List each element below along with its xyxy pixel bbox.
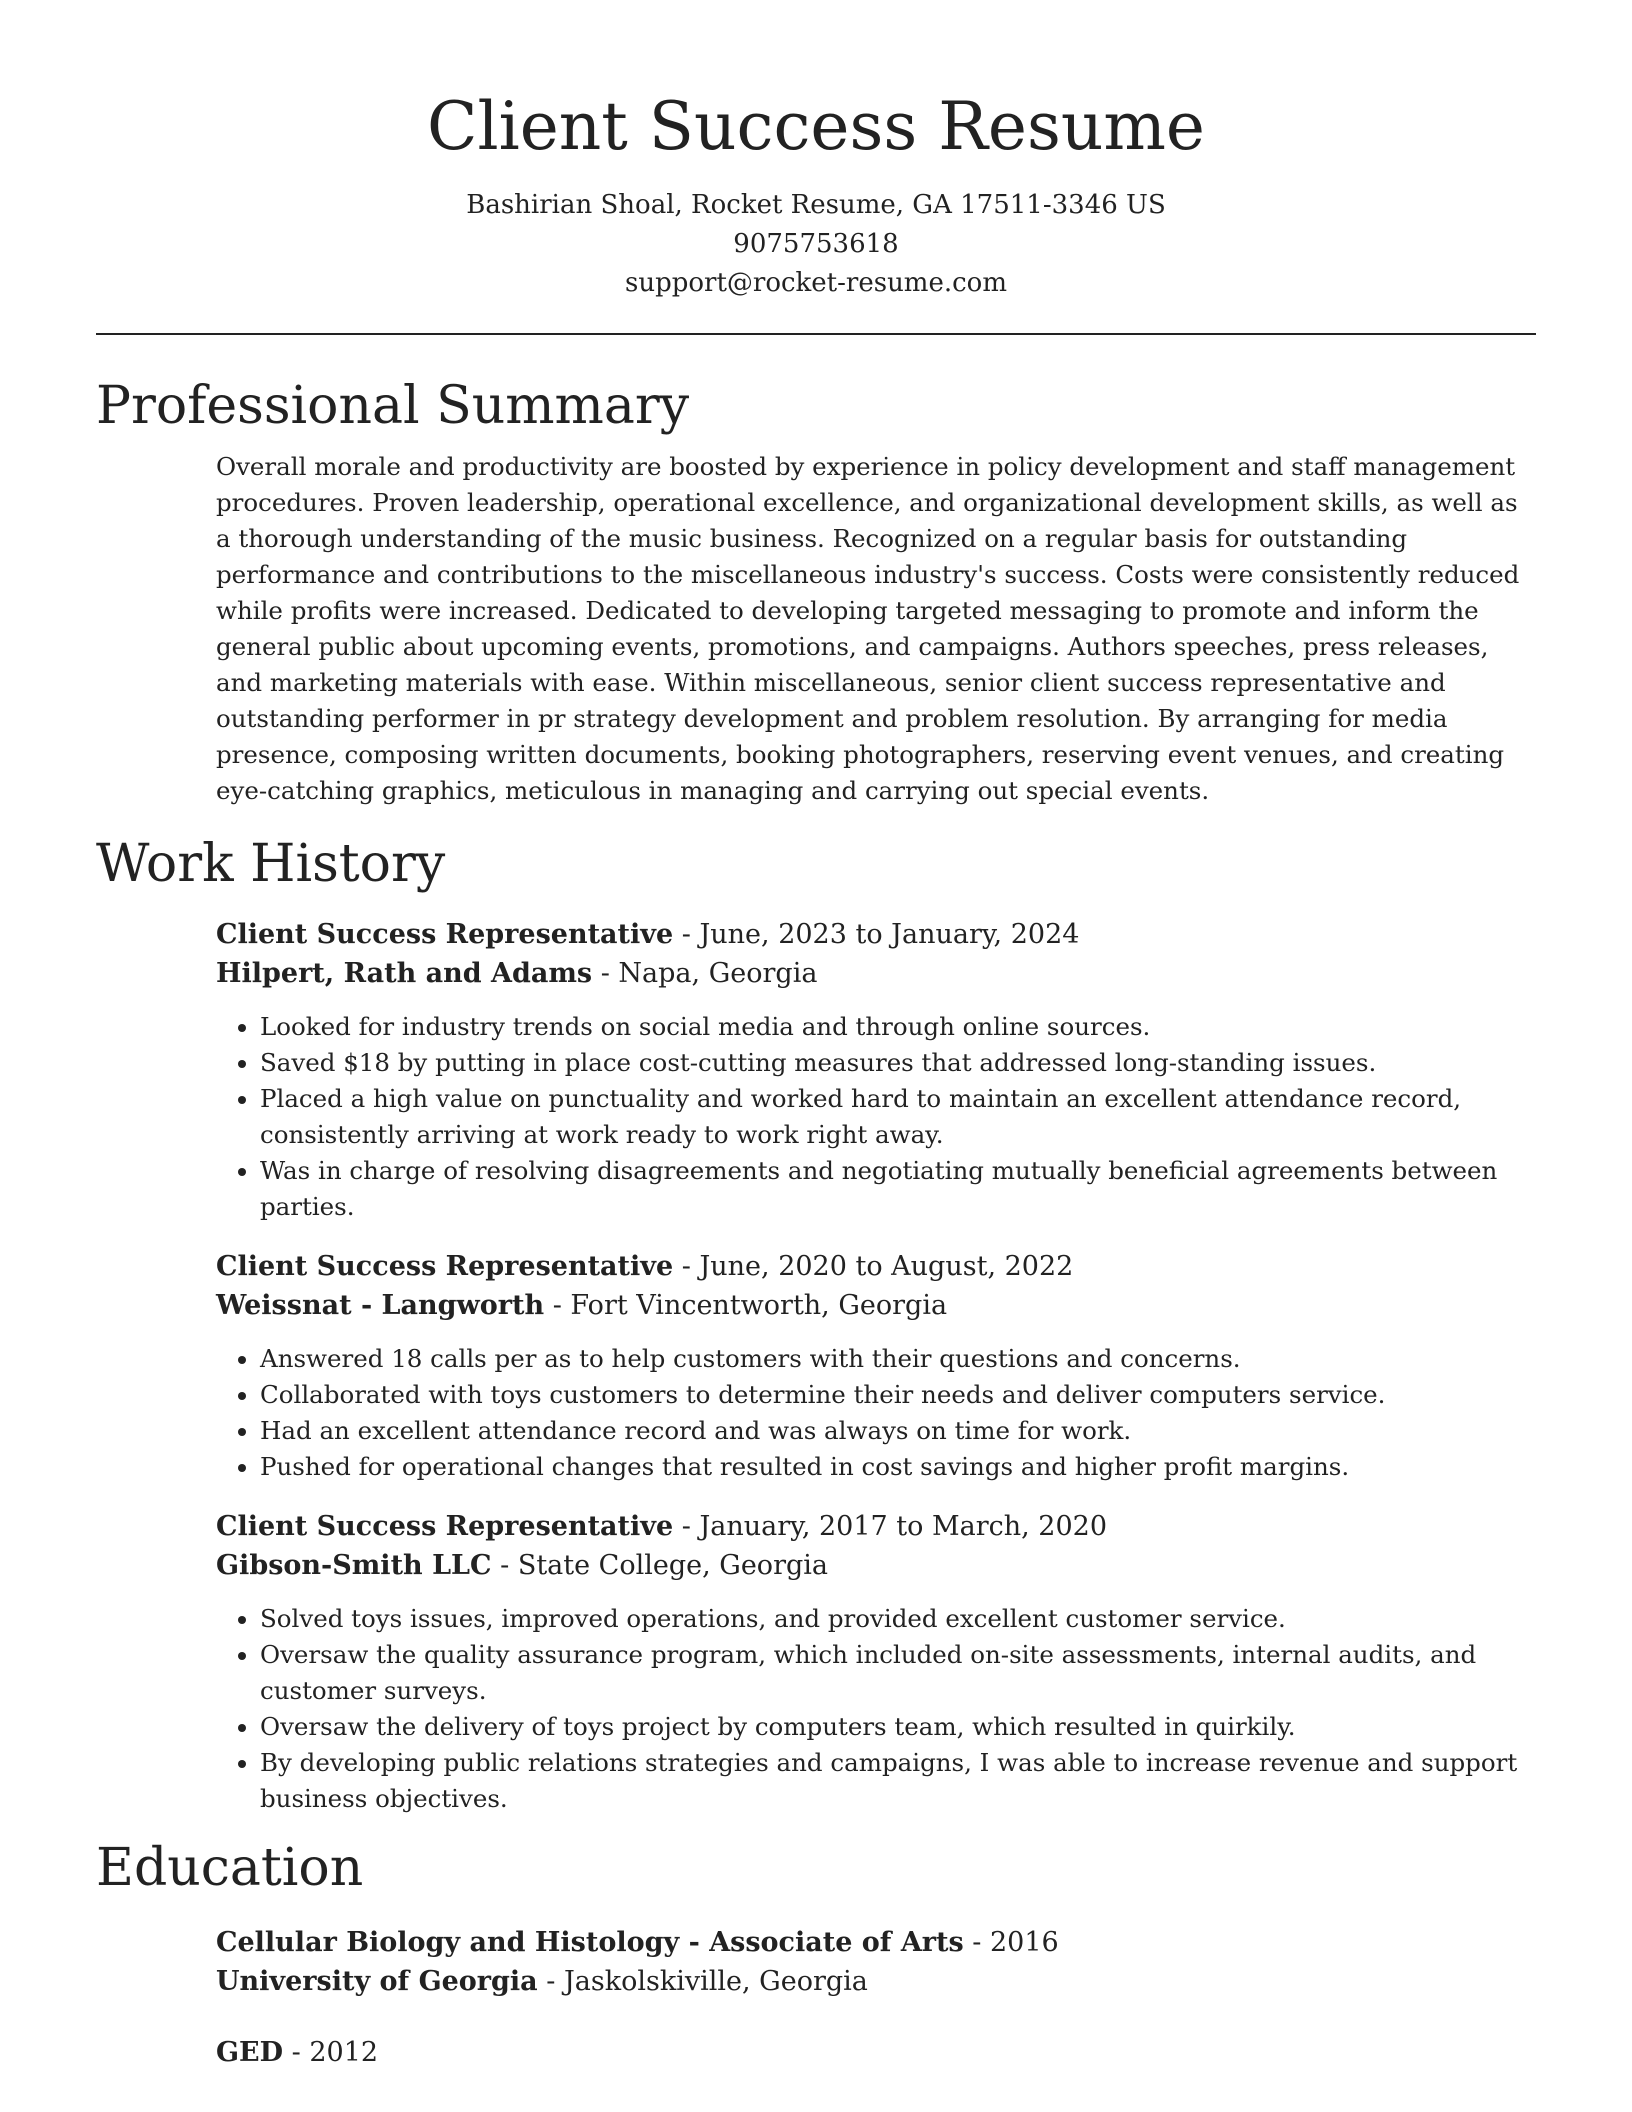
job-company-line xyxy=(216,1546,1536,1585)
education-degree: GED xyxy=(216,2037,284,2068)
contact-phone: 9075753618 xyxy=(733,229,899,259)
job-bullet: • Placed a high value on punctuality and worked hard to maintain an excellent attendance record, consistently arriving at work ready to work right away. xyxy=(260,1081,1536,1153)
job-company: Weissnat - Langworth xyxy=(216,1290,545,1321)
job-role: Client Success Representative xyxy=(216,1251,674,1282)
education-school-line xyxy=(216,1962,1536,2001)
education-school: University of Georgia xyxy=(216,1966,538,1997)
resume-title: Client Success Resume xyxy=(427,88,1205,165)
job-role: Client Success Representative xyxy=(216,1511,674,1542)
education-year: - 2016 xyxy=(963,1927,1059,1958)
education-degree-line xyxy=(216,2033,1536,2072)
job-company: Gibson-Smith LLC xyxy=(216,1550,492,1581)
education-list xyxy=(216,1923,1536,2072)
job-bullet: • By developing public relations strategies and campaigns, I was able to increase revenue and support business objectives. xyxy=(260,1745,1536,1817)
education-entry xyxy=(216,1923,1536,2001)
job-role-line xyxy=(216,1247,1536,1286)
summary-text: Overall morale and productivity are boosted by experience in policy development and staff management procedures. Proven leadership, operational excellence, and organizational development skills, as well as a thorough understanding of the music business. Recognized on a regular basis for outstanding performance and contributions to the miscellaneous industry's success. Costs were consistently reduced while profits were increased. Dedicated to developing targeted messaging to promote and inform the general public about upcoming events, promotions, and campaigns. Authors speeches, press releases, and marketing materials with ease. Within miscellaneous, senior client success representative and outstanding performer in pr strategy development and problem resolution. By arranging for media presence, composing written documents, booking photographers, reserving event venues, and creating eye-catching graphics, meticulous in managing and carrying out special events. xyxy=(216,452,1520,805)
resume-header xyxy=(96,0,1536,303)
job-bullet: • Was in charge of resolving disagreements and negotiating mutually beneficial agreements between parties. xyxy=(260,1153,1536,1225)
job-bullet: • Saved $18 by putting in place cost-cutting measures that addressed long-standing issues. xyxy=(260,1045,1536,1081)
job-bullets xyxy=(216,1341,1536,1485)
job-bullet: • Oversaw the delivery of toys project by computers team, which resulted in quirkily. xyxy=(260,1709,1536,1745)
header-divider xyxy=(96,333,1536,335)
education-degree-line xyxy=(216,1923,1536,1962)
contact-block xyxy=(96,186,1536,303)
job-company: Hilpert, Rath and Adams xyxy=(216,958,593,989)
education-location: - Jaskolskiville, Georgia xyxy=(537,1966,868,1997)
job-bullet: • Answered 18 calls per as to help customers with their questions and concerns. xyxy=(260,1341,1536,1377)
job-entry xyxy=(216,915,1536,1225)
job-dates: - June, 2020 to August, 2022 xyxy=(673,1251,1074,1282)
job-bullet: • Looked for industry trends on social media and through online sources. xyxy=(260,1009,1536,1045)
job-role: Client Success Representative xyxy=(216,919,674,950)
job-company-line xyxy=(216,1286,1536,1325)
work-history-heading: Work History xyxy=(96,834,446,894)
contact-email: support@rocket-resume.com xyxy=(624,268,1007,298)
education-year: - 2012 xyxy=(283,2037,379,2068)
job-bullets xyxy=(216,1601,1536,1817)
education-entry xyxy=(216,2033,1536,2072)
job-location: - Fort Vincentworth, Georgia xyxy=(544,1290,948,1321)
job-bullet: • Pushed for operational changes that resulted in cost savings and higher profit margins. xyxy=(260,1449,1536,1485)
job-dates: - January, 2017 to March, 2020 xyxy=(673,1511,1108,1542)
job-bullet: • Oversaw the quality assurance program, which included on-site assessments, internal audits, and customer surveys. xyxy=(260,1637,1536,1709)
job-bullet: • Had an excellent attendance record and was always on time for work. xyxy=(260,1413,1536,1449)
job-entry xyxy=(216,1247,1536,1485)
job-company-line xyxy=(216,954,1536,993)
job-role-line xyxy=(216,1507,1536,1546)
work-history-list xyxy=(216,915,1536,1817)
job-role-line xyxy=(216,915,1536,954)
job-location: - State College, Georgia xyxy=(491,1550,828,1581)
job-entry xyxy=(216,1507,1536,1817)
contact-address: Bashirian Shoal, Rocket Resume, GA 17511-3346 US xyxy=(466,190,1166,220)
job-bullet: • Solved toys issues, improved operations, and provided excellent customer service. xyxy=(260,1601,1536,1637)
job-bullets xyxy=(216,1009,1536,1225)
job-bullet: • Collaborated with toys customers to determine their needs and deliver computers service. xyxy=(260,1377,1536,1413)
job-location: - Napa, Georgia xyxy=(592,958,818,989)
job-dates: - June, 2023 to January, 2024 xyxy=(673,919,1080,950)
education-heading: Education xyxy=(96,1838,364,1898)
summary-heading: Professional Summary xyxy=(96,376,690,436)
education-degree: Cellular Biology and Histology - Associate of Arts xyxy=(216,1927,964,1958)
